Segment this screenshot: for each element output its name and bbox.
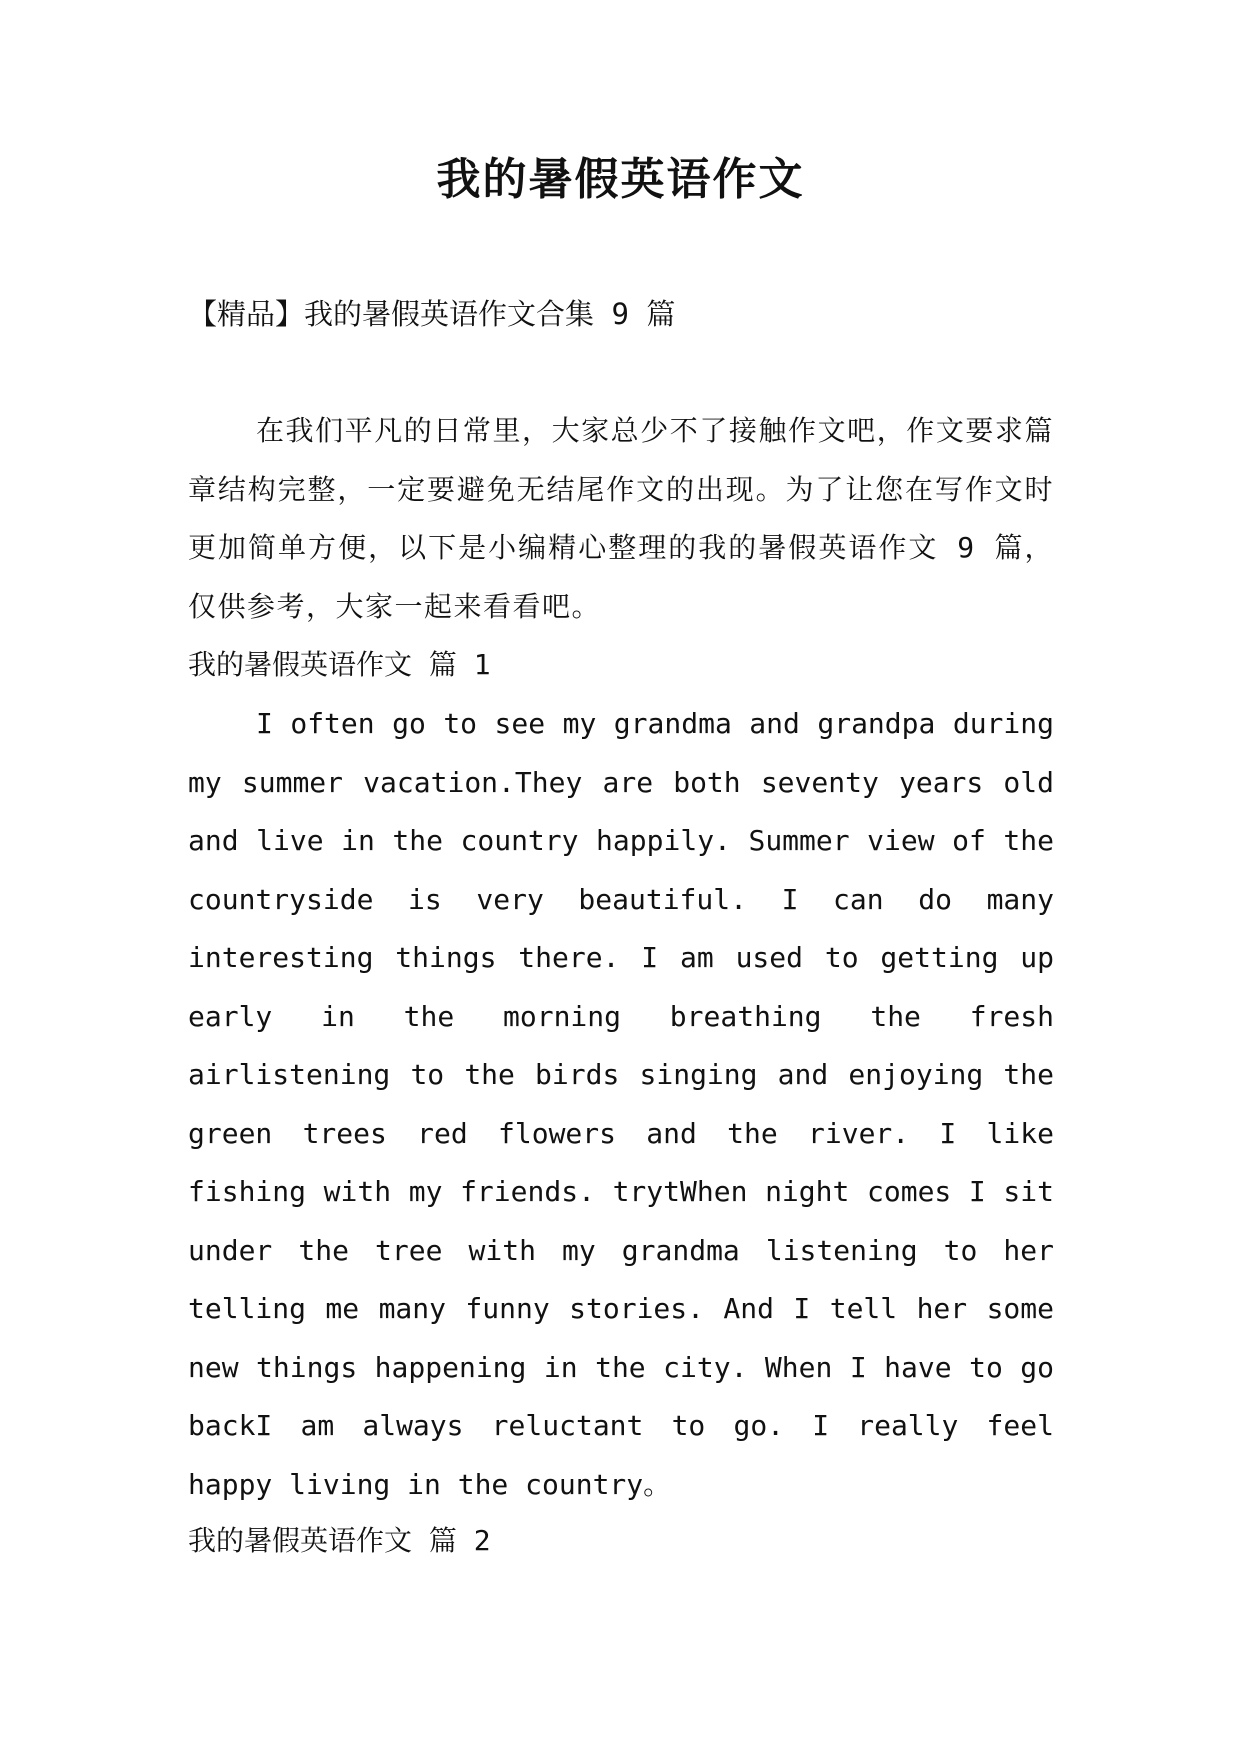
section-heading-1: 我的暑假英语作文 篇 1: [188, 648, 491, 681]
document-subtitle: 【精品】我的暑假英语作文合集 9 篇: [188, 297, 676, 331]
section-heading-2: 我的暑假英语作文 篇 2: [188, 1524, 491, 1557]
intro-paragraph: 在我们平凡的日常里，大家总少不了接触作文吧，作文要求篇章结构完整，一定要避免无结尾作文的出现。为了让您在写作文时更加简单方便，以下是小编精心整理的我的暑假英语作文 9 篇，仅供参考，大家一起来看看吧。: [188, 414, 1054, 623]
document-title: 我的暑假英语作文: [436, 154, 805, 205]
essay-paragraph-1: I often go to see my grandma and grandpa during my summer vacation.They are both seventy years old and live in the country happily. Summer view of the countryside is very beautiful. I can do many interesting things there. I am used to getting up early in the morning breathing the fresh airlistening to the birds singing and enjoying the green trees red flowers and the river. I like fishing with my friends. trytWhen night comes I sit under the tree with my grandma listening to her telling me many funny stories. And I tell her some new things happening in the city. When I have to go backI am always reluctant to go. I really feel happy living in the country。: [188, 707, 1054, 1501]
